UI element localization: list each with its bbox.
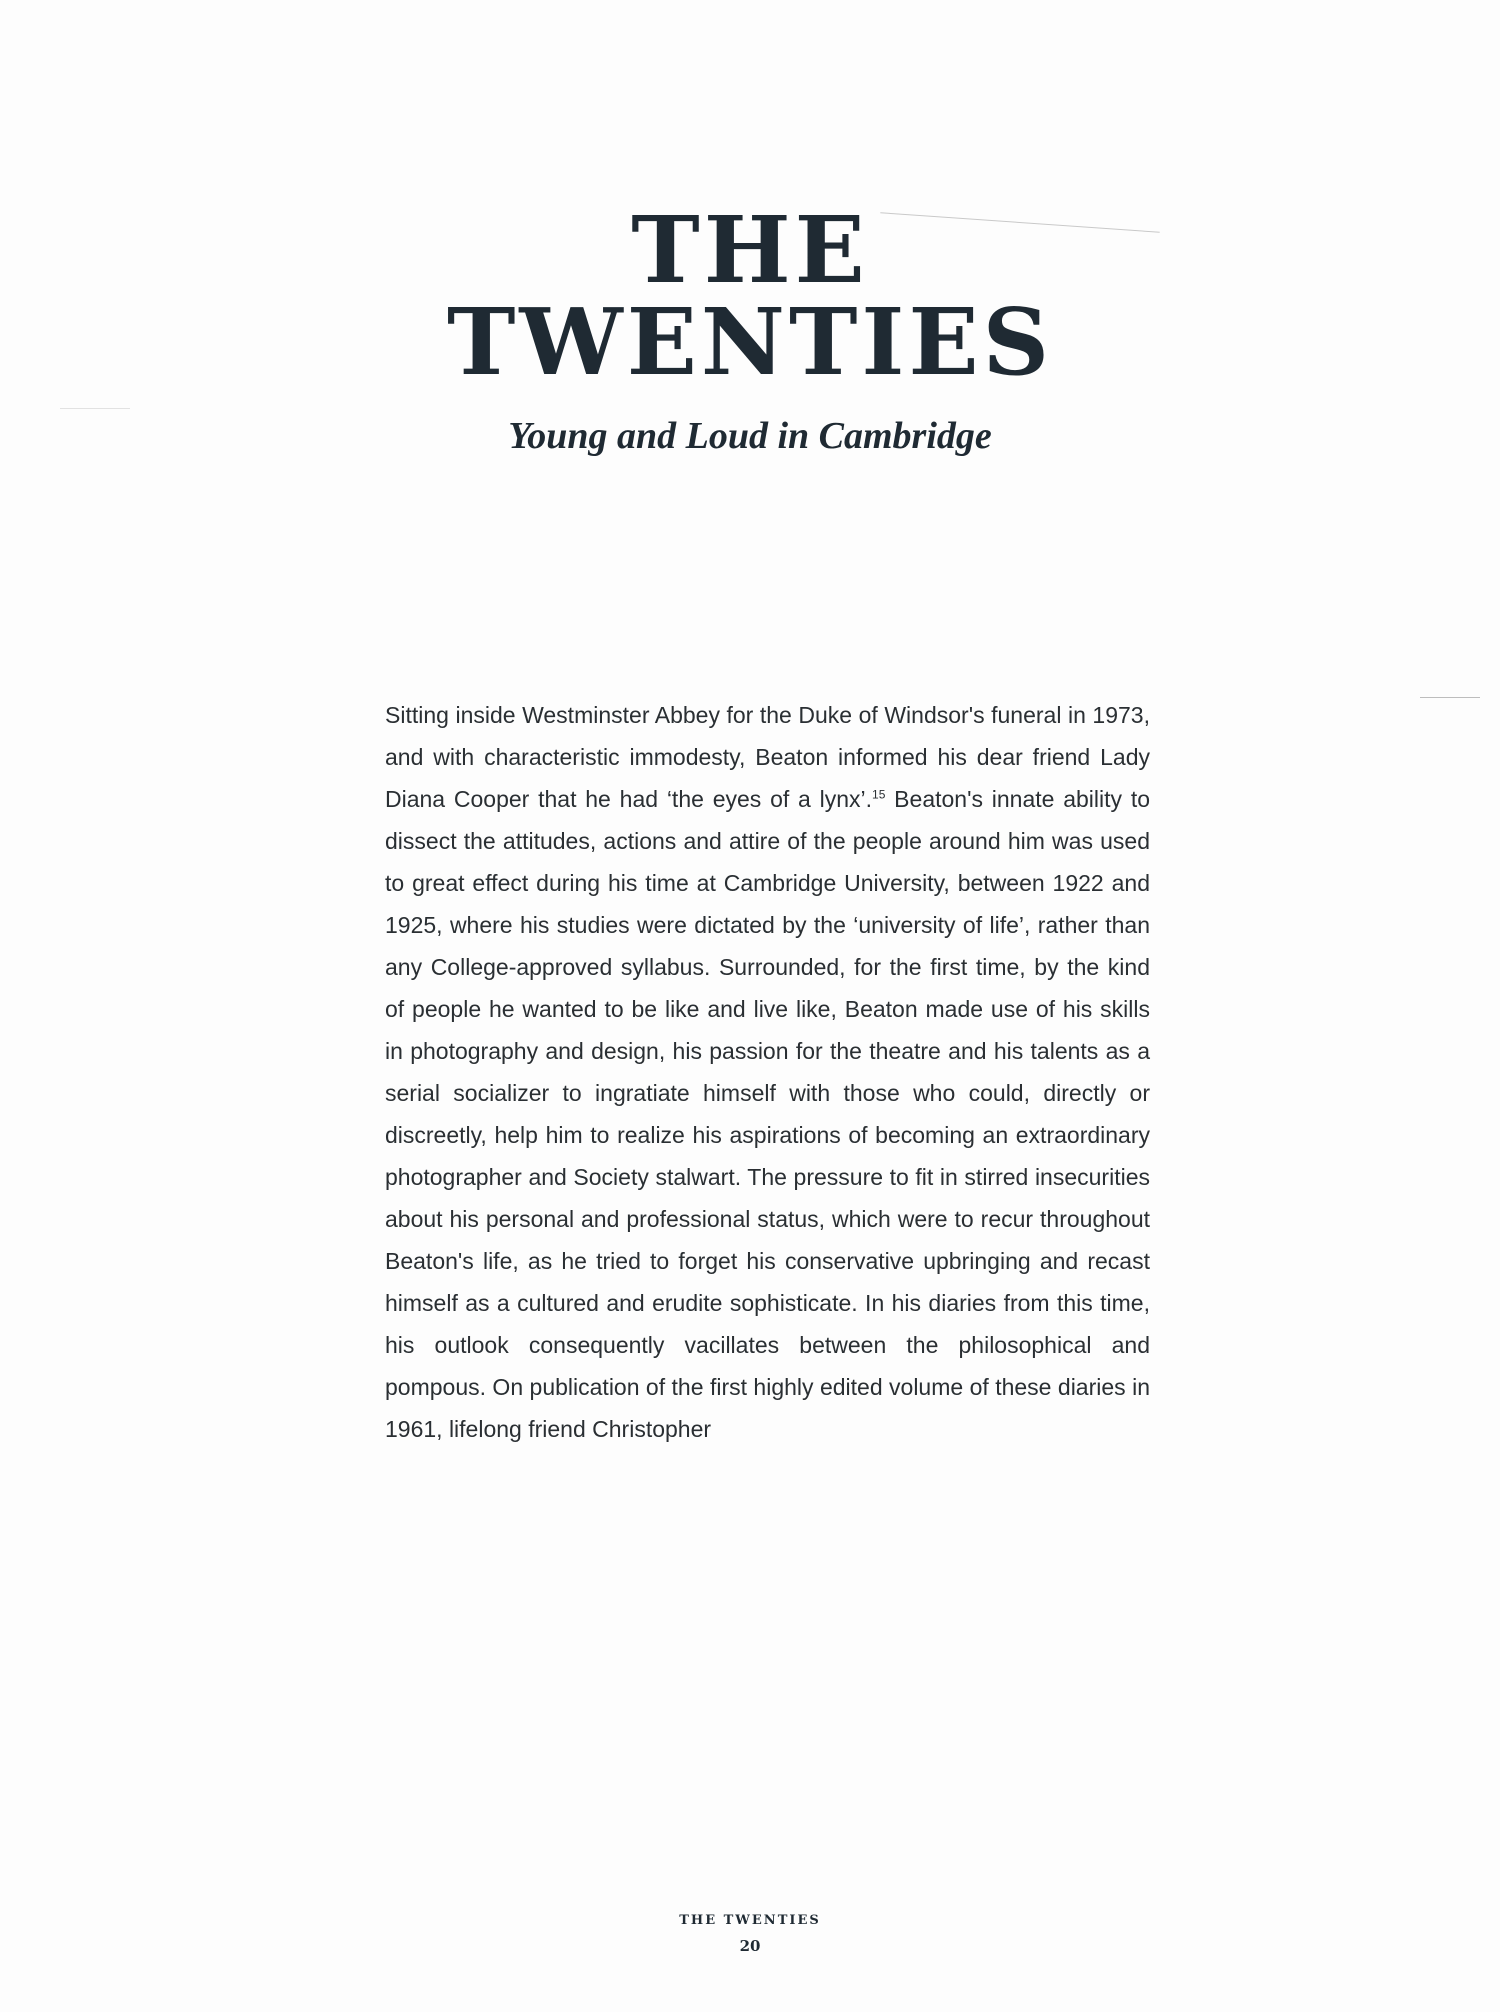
chapter-subtitle: Young and Loud in Cambridge	[508, 415, 992, 457]
page-number: 20	[739, 1937, 761, 1955]
chapter-title-line-1: THE	[631, 196, 869, 304]
body-text-part-2: Beaton's innate ability to dissect the attitudes, actions and attire of the people around him was used to great effect during his time at Cambridge University, between 1922 and 1925, where his studies were dictated by the ‘university of life’, rather than any College-approved syllabus. Surrounded, for the first time, by the kind of people he wanted to be like and live like, Beaton made use of his skills in photography and design, his passion for the theatre and his talents as a serial socializer to ingratiate himself with those who could, directly or discreetly, help him to realize his aspirations of becoming an extraordinary photographer and Society stalwart. The pressure to fit in stirred insecurities about his personal and professional status, which were to recur throughout Beaton's life, as he tried to forget his conservative upbringing and recast himself as a cultured and erudite sophisticate. In his diaries from this time, his outlook consequently vacillates between the philosophical and pompous. On publication of the first highly edited volume of these diaries in 1961, lifelong friend Christopher	[385, 786, 1151, 1442]
scan-smudge	[60, 408, 130, 409]
body-text-part-1: Sitting inside Westminster Abbey for the Duke of Windsor's funeral in 1973, and with characteristic immodesty, Beaton informed his dear friend Lady Diana Cooper that he had ‘the eyes of a lynx’.	[385, 702, 1150, 812]
scan-smudge	[1420, 697, 1480, 698]
running-footer-title: THE TWENTIES	[679, 1913, 821, 1928]
body-paragraph	[385, 694, 1150, 1450]
chapter-title-line-2: TWENTIES	[446, 288, 1054, 396]
footnote-reference: 15	[872, 787, 886, 802]
